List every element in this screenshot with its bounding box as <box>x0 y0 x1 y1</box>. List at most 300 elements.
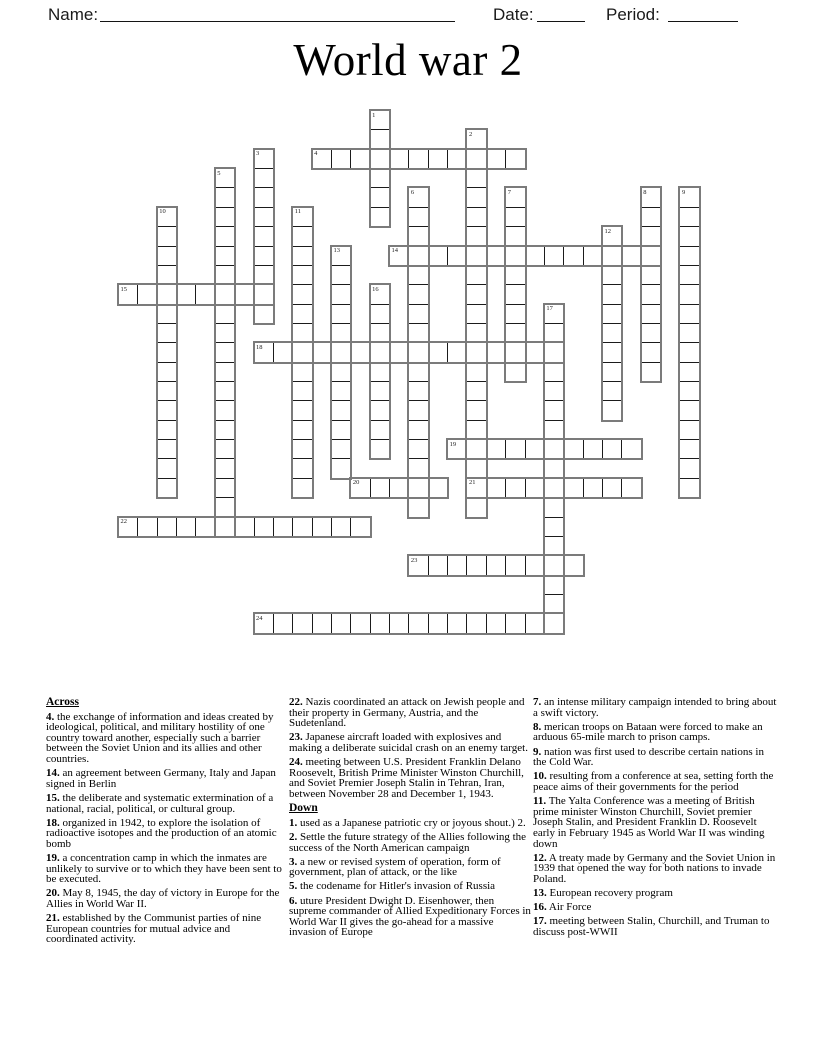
grid-cell[interactable] <box>544 517 564 537</box>
grid-cell[interactable] <box>292 323 312 343</box>
grid-cell[interactable] <box>254 613 274 633</box>
grid-cell[interactable] <box>292 420 312 440</box>
grid-cell[interactable] <box>331 149 351 169</box>
page-title: World war 2 <box>293 35 523 85</box>
grid-cell[interactable] <box>331 284 351 304</box>
grid-cell[interactable] <box>273 342 293 362</box>
grid-cell[interactable] <box>195 284 215 304</box>
grid-cell[interactable] <box>331 304 351 324</box>
grid-cell[interactable] <box>602 400 622 420</box>
grid-cell[interactable] <box>466 439 486 459</box>
grid-cell[interactable] <box>544 555 564 575</box>
grid-cell[interactable] <box>157 478 177 498</box>
grid-cell[interactable] <box>408 149 428 169</box>
grid-cell[interactable] <box>486 439 506 459</box>
grid-cell[interactable] <box>466 149 486 169</box>
grid-cell[interactable] <box>505 555 525 575</box>
grid-cell[interactable] <box>447 613 467 633</box>
grid-cell[interactable] <box>408 420 428 440</box>
grid-cell[interactable] <box>292 400 312 420</box>
grid-cell[interactable] <box>466 342 486 362</box>
grid-cell[interactable] <box>254 149 274 169</box>
grid-cell[interactable] <box>486 342 506 362</box>
grid-cell[interactable] <box>466 458 486 478</box>
grid-cell[interactable] <box>525 246 545 266</box>
clue-number: 24. <box>289 756 303 769</box>
clue-number: 23. <box>289 731 303 744</box>
grid-cell[interactable] <box>215 187 235 207</box>
grid-cell[interactable] <box>525 342 545 362</box>
grid-cell[interactable] <box>176 517 196 537</box>
grid-cell[interactable] <box>254 342 274 362</box>
grid-cell[interactable] <box>370 420 390 440</box>
grid-cell[interactable] <box>389 342 409 362</box>
grid-cell[interactable] <box>466 323 486 343</box>
clue-list-heading: Across <box>46 696 80 708</box>
grid-cell[interactable] <box>292 207 312 227</box>
grid-cell[interactable] <box>544 594 564 614</box>
grid-cell[interactable] <box>215 458 235 478</box>
grid-cell[interactable] <box>215 497 235 517</box>
grid-cell[interactable] <box>544 362 564 382</box>
clue-10: 10. resulting from a conference at sea, setting forth the peace aims of their governments for the period <box>533 770 774 793</box>
clue-list-heading: Down <box>289 802 318 815</box>
grid-cell[interactable] <box>331 458 351 478</box>
clue-number: 19. <box>46 852 60 865</box>
grid-cell[interactable] <box>602 323 622 343</box>
grid-cell[interactable] <box>621 246 641 266</box>
grid-cell[interactable] <box>583 246 603 266</box>
grid-cell[interactable] <box>215 284 235 304</box>
cell-number: 11 <box>294 208 301 216</box>
grid-cell[interactable] <box>466 226 486 246</box>
grid-cell[interactable] <box>370 400 390 420</box>
grid-cell[interactable] <box>428 478 448 498</box>
grid-cell[interactable] <box>195 517 215 537</box>
grid-cell[interactable] <box>370 207 390 227</box>
grid-cell[interactable] <box>428 342 448 362</box>
grid-cell[interactable] <box>389 613 409 633</box>
grid-cell[interactable] <box>505 226 525 246</box>
grid-cell[interactable] <box>583 478 603 498</box>
grid-cell[interactable] <box>641 246 661 266</box>
grid-cell[interactable] <box>641 207 661 227</box>
clue-16: 16. Air Force <box>533 901 592 914</box>
grid-cell[interactable] <box>641 304 661 324</box>
name-blank-line <box>100 21 455 22</box>
grid-cell[interactable] <box>466 265 486 285</box>
grid-cell[interactable] <box>428 555 448 575</box>
grid-cell[interactable] <box>525 478 545 498</box>
grid-cell[interactable] <box>679 323 699 343</box>
grid-cell[interactable] <box>486 149 506 169</box>
grid-cell[interactable] <box>641 342 661 362</box>
grid-cell[interactable] <box>505 439 525 459</box>
clue-17: 17. meeting between Stalin, Churchill, and Truman to discuss post-WWII <box>533 915 770 939</box>
grid-cell[interactable] <box>292 226 312 246</box>
grid-cell[interactable] <box>408 284 428 304</box>
grid-cell[interactable] <box>157 246 177 266</box>
grid-cell[interactable] <box>331 342 351 362</box>
grid-cell[interactable] <box>466 246 486 266</box>
grid-cell[interactable] <box>602 439 622 459</box>
grid-cell[interactable] <box>428 613 448 633</box>
grid-cell[interactable] <box>408 613 428 633</box>
grid-cell[interactable] <box>447 342 467 362</box>
grid-cell[interactable] <box>679 420 699 440</box>
grid-cell[interactable] <box>137 517 157 537</box>
grid-cell[interactable] <box>408 362 428 382</box>
date-label: Date: <box>493 5 534 24</box>
grid-cell[interactable] <box>466 168 486 188</box>
grid-cell[interactable] <box>602 284 622 304</box>
grid-cell[interactable] <box>157 323 177 343</box>
grid-cell[interactable] <box>505 478 525 498</box>
grid-cell[interactable] <box>641 187 661 207</box>
grid-cell[interactable] <box>292 517 312 537</box>
grid-cell[interactable] <box>408 478 428 498</box>
grid-cell[interactable] <box>544 536 564 556</box>
clue-number: 8. <box>533 720 542 733</box>
grid-cell[interactable] <box>505 246 525 266</box>
grid-cell[interactable] <box>505 362 525 382</box>
grid-cell[interactable] <box>215 381 235 401</box>
grid-cell[interactable] <box>679 342 699 362</box>
grid-cell[interactable] <box>544 497 564 517</box>
grid-cell[interactable] <box>331 381 351 401</box>
grid-cell[interactable] <box>408 265 428 285</box>
grid-cell[interactable] <box>370 478 390 498</box>
grid-cell[interactable] <box>679 439 699 459</box>
grid-cell[interactable] <box>254 284 274 304</box>
grid-cell[interactable] <box>602 362 622 382</box>
grid-cell[interactable] <box>679 246 699 266</box>
grid-cell[interactable] <box>215 478 235 498</box>
grid-cell[interactable] <box>466 362 486 382</box>
grid-cell[interactable] <box>350 613 370 633</box>
grid-cell[interactable] <box>602 304 622 324</box>
grid-cell[interactable] <box>544 478 564 498</box>
grid-cell[interactable] <box>312 613 332 633</box>
grid-cell[interactable] <box>679 304 699 324</box>
grid-cell[interactable] <box>544 613 564 633</box>
grid-cell[interactable] <box>602 342 622 362</box>
grid-cell[interactable] <box>505 342 525 362</box>
grid-cell[interactable] <box>563 478 583 498</box>
grid-cell[interactable] <box>563 246 583 266</box>
grid-cell[interactable] <box>215 362 235 382</box>
grid-cell[interactable] <box>157 517 177 537</box>
grid-cell[interactable] <box>544 439 564 459</box>
grid-cell[interactable] <box>544 575 564 595</box>
grid-cell[interactable] <box>331 323 351 343</box>
grid-cell[interactable] <box>641 362 661 382</box>
grid-cell[interactable] <box>370 168 390 188</box>
grid-cell[interactable] <box>602 246 622 266</box>
grid-cell[interactable] <box>408 342 428 362</box>
clue-number: 11. <box>533 795 547 808</box>
grid-cell[interactable] <box>292 613 312 633</box>
cell-number: 20 <box>352 479 360 487</box>
grid-cell[interactable] <box>505 323 525 343</box>
period-label: Period: <box>606 5 660 24</box>
grid-cell[interactable] <box>447 555 467 575</box>
grid-cell[interactable] <box>679 265 699 285</box>
grid-cell[interactable] <box>331 362 351 382</box>
grid-cell[interactable] <box>544 246 564 266</box>
grid-cell[interactable] <box>292 381 312 401</box>
grid-cell[interactable] <box>505 207 525 227</box>
grid-cell[interactable] <box>583 439 603 459</box>
grid-cell[interactable] <box>544 323 564 343</box>
grid-cell[interactable] <box>505 149 525 169</box>
grid-cell[interactable] <box>525 555 545 575</box>
grid-cell[interactable] <box>215 400 235 420</box>
grid-cell[interactable] <box>292 362 312 382</box>
grid-cell[interactable] <box>254 517 274 537</box>
grid-cell[interactable] <box>679 187 699 207</box>
grid-cell[interactable] <box>466 478 486 498</box>
grid-cell[interactable] <box>292 439 312 459</box>
grid-cell[interactable] <box>563 439 583 459</box>
grid-cell[interactable] <box>157 342 177 362</box>
grid-cell[interactable] <box>486 478 506 498</box>
grid-cell[interactable] <box>621 478 641 498</box>
grid-cell[interactable] <box>215 517 235 537</box>
cell-number: 4 <box>314 150 318 158</box>
grid-cell[interactable] <box>370 342 390 362</box>
grid-cell[interactable] <box>641 323 661 343</box>
grid-cell[interactable] <box>157 265 177 285</box>
grid-cell[interactable] <box>447 439 467 459</box>
grid-cell[interactable] <box>679 207 699 227</box>
grid-cell[interactable] <box>389 478 409 498</box>
grid-cell[interactable] <box>370 439 390 459</box>
grid-cell[interactable] <box>641 284 661 304</box>
grid-cell[interactable] <box>157 381 177 401</box>
grid-cell[interactable] <box>350 517 370 537</box>
grid-cell[interactable] <box>331 613 351 633</box>
grid-cell[interactable] <box>428 246 448 266</box>
grid-cell[interactable] <box>292 458 312 478</box>
grid-cell[interactable] <box>370 323 390 343</box>
grid-cell[interactable] <box>137 284 157 304</box>
grid-cell[interactable] <box>292 265 312 285</box>
grid-cell[interactable] <box>505 265 525 285</box>
grid-cell[interactable] <box>215 439 235 459</box>
grid-cell[interactable] <box>292 284 312 304</box>
grid-cell[interactable] <box>641 265 661 285</box>
grid-cell[interactable] <box>679 400 699 420</box>
grid-cell[interactable] <box>505 284 525 304</box>
grid-cell[interactable] <box>466 381 486 401</box>
grid-cell[interactable] <box>312 342 332 362</box>
grid-cell[interactable] <box>370 129 390 149</box>
grid-cell[interactable] <box>679 478 699 498</box>
grid-cell[interactable] <box>389 149 409 169</box>
grid-cell[interactable] <box>331 517 351 537</box>
grid-cell[interactable] <box>505 304 525 324</box>
grid-cell[interactable] <box>215 323 235 343</box>
grid-cell[interactable] <box>466 187 486 207</box>
grid-cell[interactable] <box>466 613 486 633</box>
grid-cell[interactable] <box>408 323 428 343</box>
grid-cell[interactable] <box>408 246 428 266</box>
grid-cell[interactable] <box>679 284 699 304</box>
grid-cell[interactable] <box>254 168 274 188</box>
grid-cell[interactable] <box>312 517 332 537</box>
clue-7: 7. an intense military campaign intended to bring about a swift victory. <box>533 696 777 719</box>
grid-cell[interactable] <box>602 381 622 401</box>
grid-cell[interactable] <box>544 400 564 420</box>
grid-cell[interactable] <box>408 207 428 227</box>
grid-cell[interactable] <box>544 304 564 324</box>
grid-cell[interactable] <box>408 226 428 246</box>
grid-cell[interactable] <box>466 497 486 517</box>
grid-cell[interactable] <box>118 517 138 537</box>
grid-cell[interactable] <box>370 613 390 633</box>
clue-19: 19. a concentration camp in which the inmates are unlikely to survive or to which they have been sent to be executed. <box>46 852 282 886</box>
grid-cell[interactable] <box>486 246 506 266</box>
clue-number: 12. <box>533 851 547 864</box>
grid-cell[interactable] <box>215 226 235 246</box>
grid-cell[interactable] <box>447 149 467 169</box>
grid-cell[interactable] <box>292 342 312 362</box>
grid-cell[interactable] <box>408 187 428 207</box>
grid-cell[interactable] <box>408 439 428 459</box>
grid-cell[interactable] <box>350 149 370 169</box>
grid-cell[interactable] <box>466 284 486 304</box>
grid-cell[interactable] <box>370 304 390 324</box>
grid-cell[interactable] <box>331 246 351 266</box>
clue-9: 9. nation was first used to describe certain nations in the Cold War. <box>533 745 764 769</box>
grid-cell[interactable] <box>176 284 196 304</box>
grid-cell[interactable] <box>525 613 545 633</box>
grid-cell[interactable] <box>157 207 177 227</box>
grid-cell[interactable] <box>466 555 486 575</box>
grid-cell[interactable] <box>157 284 177 304</box>
grid-cell[interactable] <box>157 439 177 459</box>
grid-cell[interactable] <box>602 478 622 498</box>
grid-cell[interactable] <box>408 497 428 517</box>
grid-cell[interactable] <box>389 246 409 266</box>
grid-cell[interactable] <box>331 400 351 420</box>
grid-cell[interactable] <box>254 304 274 324</box>
clue-number: 18. <box>46 816 60 829</box>
grid-cell[interactable] <box>466 129 486 149</box>
grid-cell[interactable] <box>254 187 274 207</box>
clue-number: 14. <box>46 767 60 780</box>
grid-cell[interactable] <box>370 110 390 130</box>
grid-cell[interactable] <box>544 420 564 440</box>
grid-cell[interactable] <box>215 420 235 440</box>
grid-cell[interactable] <box>641 226 661 246</box>
grid-cell[interactable] <box>292 304 312 324</box>
grid-cell[interactable] <box>157 458 177 478</box>
grid-cell[interactable] <box>157 400 177 420</box>
grid-cell[interactable] <box>350 478 370 498</box>
grid-cell[interactable] <box>273 613 293 633</box>
grid-cell[interactable] <box>273 517 293 537</box>
grid-cell[interactable] <box>544 381 564 401</box>
grid-cell[interactable] <box>331 420 351 440</box>
grid-cell[interactable] <box>505 613 525 633</box>
grid-cell[interactable] <box>602 265 622 285</box>
grid-cell[interactable] <box>447 246 467 266</box>
grid-cell[interactable] <box>679 458 699 478</box>
grid-cell[interactable] <box>292 246 312 266</box>
cell-number: 23 <box>410 556 418 564</box>
grid-cell[interactable] <box>408 381 428 401</box>
grid-cell[interactable] <box>525 439 545 459</box>
grid-cell[interactable] <box>428 149 448 169</box>
grid-cell[interactable] <box>679 362 699 382</box>
grid-cell[interactable] <box>254 265 274 285</box>
clue-number: 3. <box>289 855 298 868</box>
grid-cell[interactable] <box>215 342 235 362</box>
grid-cell[interactable] <box>331 439 351 459</box>
grid-cell[interactable] <box>602 226 622 246</box>
grid-cell[interactable] <box>408 458 428 478</box>
grid-cell[interactable] <box>679 226 699 246</box>
grid-cell[interactable] <box>466 420 486 440</box>
grid-cell[interactable] <box>350 342 370 362</box>
grid-cell[interactable] <box>118 284 138 304</box>
grid-cell[interactable] <box>157 226 177 246</box>
grid-cell[interactable] <box>408 304 428 324</box>
grid-cell[interactable] <box>215 246 235 266</box>
clue-13: 13. European recovery program <box>533 887 673 900</box>
grid-cell[interactable] <box>215 265 235 285</box>
grid-cell[interactable] <box>563 555 583 575</box>
grid-cell[interactable] <box>157 304 177 324</box>
clue-number: 15. <box>46 791 60 804</box>
grid-cell[interactable] <box>370 381 390 401</box>
clue-number: 21. <box>46 912 60 925</box>
grid-cell[interactable] <box>466 400 486 420</box>
grid-cell[interactable] <box>370 362 390 382</box>
grid-cell[interactable] <box>312 149 332 169</box>
grid-cell[interactable] <box>679 381 699 401</box>
grid-cell[interactable] <box>486 613 506 633</box>
grid-cell[interactable] <box>254 207 274 227</box>
grid-cell[interactable] <box>370 187 390 207</box>
grid-cell[interactable] <box>466 207 486 227</box>
grid-cell[interactable] <box>486 555 506 575</box>
grid-cell[interactable] <box>621 439 641 459</box>
grid-cell[interactable] <box>215 168 235 188</box>
grid-cell[interactable] <box>544 458 564 478</box>
grid-cell[interactable] <box>234 284 254 304</box>
grid-cell[interactable] <box>466 304 486 324</box>
grid-cell[interactable] <box>544 342 564 362</box>
grid-cell[interactable] <box>215 207 235 227</box>
grid-cell[interactable] <box>370 284 390 304</box>
grid-cell[interactable] <box>408 555 428 575</box>
grid-cell[interactable] <box>157 420 177 440</box>
grid-cell[interactable] <box>370 149 390 169</box>
grid-cell[interactable] <box>331 265 351 285</box>
grid-cell[interactable] <box>292 478 312 498</box>
grid-cell[interactable] <box>215 304 235 324</box>
grid-cell[interactable] <box>157 362 177 382</box>
grid-cell[interactable] <box>505 187 525 207</box>
grid-cell[interactable] <box>254 246 274 266</box>
grid-cell[interactable] <box>254 226 274 246</box>
cell-number: 7 <box>507 188 511 196</box>
grid-cell[interactable] <box>408 400 428 420</box>
grid-cell[interactable] <box>234 517 254 537</box>
